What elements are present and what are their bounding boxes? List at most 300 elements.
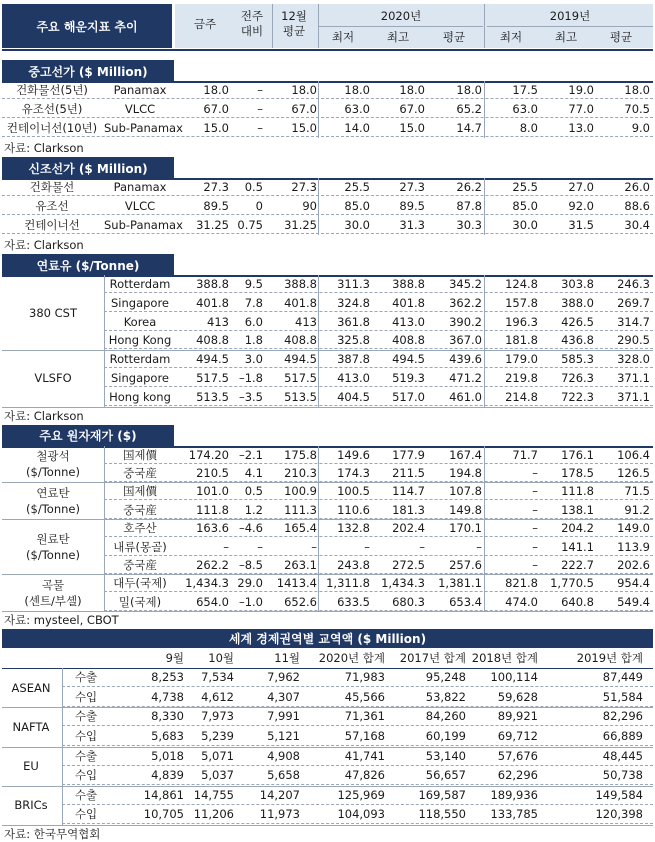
value-cell: 653.4: [449, 594, 482, 609]
value-cell: 408.8: [196, 333, 229, 348]
value-cell: 71.7: [512, 447, 538, 462]
value-cell: 7,962: [267, 670, 300, 685]
value-cell: 821.8: [505, 576, 538, 591]
value-cell: –2.1: [238, 447, 263, 462]
value-cell: 388.8: [284, 277, 317, 291]
value-cell: –: [223, 539, 229, 554]
value-cell: 1,770.5: [550, 576, 594, 591]
value-cell: 0.5: [244, 180, 263, 194]
column-divider: [484, 178, 485, 235]
value-cell: 18.0: [291, 83, 317, 97]
value-cell: 88.6: [624, 199, 650, 213]
section-title: 연료유 ($/Tonne): [2, 254, 174, 276]
value-cell: 210.5: [196, 466, 229, 480]
value-cell: 367.0: [449, 333, 482, 348]
value-cell: –: [532, 558, 538, 572]
group-label: NAFTA: [12, 719, 50, 734]
value-cell: 59,628: [497, 689, 538, 704]
value-cell: 63.0: [512, 102, 538, 116]
value-cell: 6.0: [244, 314, 263, 329]
row-sublabel: 수입: [74, 729, 98, 743]
column-divider: [318, 81, 319, 138]
value-cell: 45,566: [344, 689, 385, 704]
value-cell: 388.0: [561, 295, 594, 310]
value-cell: 91.2: [624, 502, 650, 517]
value-cell: 31.3: [399, 218, 425, 232]
row-sublabel: 国제價: [122, 484, 158, 499]
value-cell: 461.0: [449, 389, 482, 404]
row-sublabel: 国제價: [122, 447, 158, 462]
header-sub: 최고: [386, 30, 410, 44]
value-cell: 210.3: [284, 466, 317, 480]
header-year-2019: 2019년: [549, 9, 591, 23]
group-label: BRICs: [14, 798, 48, 813]
value-cell: 5,683: [151, 729, 184, 743]
header-year-rule: [319, 26, 483, 27]
value-cell: 204.2: [561, 521, 594, 536]
value-cell: 48,445: [602, 748, 643, 763]
value-cell: 8,253: [151, 670, 184, 685]
value-cell: 85.0: [344, 199, 370, 213]
value-cell: 14.0: [344, 121, 370, 135]
value-cell: 14,861: [143, 787, 184, 802]
value-cell: –: [532, 484, 538, 499]
section-title: 중고선가 ($ Million): [2, 60, 174, 82]
value-cell: 196.3: [505, 314, 538, 329]
value-cell: 25.5: [344, 180, 370, 194]
value-cell: –: [257, 102, 263, 116]
value-cell: 67.0: [399, 102, 425, 116]
value-cell: –: [532, 521, 538, 536]
value-cell: 189,936: [490, 787, 538, 802]
value-cell: 77.0: [568, 102, 594, 116]
value-cell: 175.8: [284, 447, 317, 462]
value-cell: 163.6: [196, 521, 229, 536]
value-cell: 85.0: [512, 199, 538, 213]
row-sublabel: 수출: [74, 670, 98, 685]
group-label: EU: [23, 759, 39, 774]
value-cell: 25.5: [512, 180, 538, 194]
value-cell: 0.5: [244, 484, 263, 499]
value-cell: 118,550: [418, 807, 466, 822]
value-cell: 11,973: [259, 807, 300, 822]
value-cell: 87.8: [456, 199, 482, 213]
value-cell: 92.0: [568, 199, 594, 213]
value-cell: 41,741: [344, 748, 385, 763]
value-cell: 640.8: [561, 594, 594, 609]
value-cell: 89.5: [203, 199, 229, 213]
value-cell: –3.5: [238, 389, 263, 404]
value-cell: 494.5: [284, 352, 317, 367]
value-cell: 101.0: [196, 484, 229, 499]
source-note: 자료: Clarkson: [4, 141, 84, 155]
value-cell: 104,093: [337, 807, 385, 822]
group-label: 연료탄 ($/Tonne): [26, 485, 80, 516]
value-cell: 202.6: [617, 558, 650, 572]
header-dec-avg: 12월 평균: [281, 9, 307, 38]
value-cell: –: [476, 539, 482, 554]
header-sub: 최저: [331, 30, 355, 44]
value-cell: 328.0: [617, 352, 650, 367]
row-sublabel: Panamax: [113, 83, 167, 97]
value-cell: 371.1: [617, 371, 650, 385]
row-sublabel: Singapore: [110, 295, 170, 310]
value-cell: 401.8: [284, 295, 317, 310]
value-cell: 14.7: [456, 121, 482, 135]
value-cell: 100.5: [337, 484, 370, 499]
value-cell: 18.0: [344, 83, 370, 97]
value-cell: 263.1: [284, 558, 317, 572]
value-cell: 517.5: [284, 371, 317, 385]
value-cell: 1,434.3: [185, 576, 229, 591]
value-cell: 31.25: [284, 218, 317, 232]
value-cell: 126.5: [617, 466, 650, 480]
value-cell: 179.0: [505, 352, 538, 367]
row-sublabel: 중국産: [123, 502, 157, 517]
value-cell: 517.5: [196, 371, 229, 385]
value-cell: –: [257, 539, 263, 554]
header-divider: [272, 4, 273, 48]
value-cell: 413: [207, 314, 229, 329]
value-cell: 362.2: [449, 295, 482, 310]
value-cell: 7,534: [201, 670, 234, 685]
column-divider: [62, 668, 63, 825]
row-sublabel: 내류(몽골): [113, 539, 167, 554]
value-cell: 18.0: [399, 83, 425, 97]
value-cell: 14,755: [193, 787, 234, 802]
value-cell: 111.8: [561, 484, 594, 499]
value-cell: 111.3: [284, 502, 317, 517]
value-cell: 15.0: [399, 121, 425, 135]
value-cell: 165.4: [284, 521, 317, 536]
value-cell: 4,839: [151, 768, 184, 783]
value-cell: 202.4: [392, 521, 425, 536]
value-cell: 408.8: [284, 333, 317, 348]
value-cell: 174.20: [188, 447, 229, 462]
value-cell: 408.8: [392, 333, 425, 348]
value-cell: –: [532, 502, 538, 517]
trade-header: 9월: [165, 651, 184, 666]
row-label: 컨테이너선: [24, 218, 80, 232]
source-note: 자료: 한국무역협회: [4, 827, 101, 841]
value-cell: 57,676: [497, 748, 538, 763]
value-cell: 87,449: [602, 670, 643, 685]
value-cell: 110.6: [337, 502, 370, 517]
value-cell: 178.5: [561, 466, 594, 480]
row-label: 유조선(5년): [21, 102, 83, 116]
value-cell: 219.8: [505, 371, 538, 385]
value-cell: 27.0: [568, 180, 594, 194]
value-cell: 4.1: [244, 466, 263, 480]
value-cell: 1.2: [244, 502, 263, 517]
value-cell: –: [532, 539, 538, 554]
header-year-2020: 2020년: [380, 9, 422, 23]
row-label: 유조선: [35, 199, 69, 213]
value-cell: –4.6: [238, 521, 263, 536]
value-cell: 70.5: [624, 102, 650, 116]
row-sublabel: Singapore: [110, 371, 170, 385]
value-cell: 26.2: [456, 180, 482, 194]
value-cell: 124.8: [505, 277, 538, 291]
value-cell: 1,434.3: [381, 576, 425, 591]
group-label: 원료탄 ($/Tonne): [26, 531, 80, 562]
value-cell: –: [419, 539, 425, 554]
value-cell: 585.3: [561, 352, 594, 367]
value-cell: 18.0: [456, 83, 482, 97]
value-cell: –: [364, 539, 370, 554]
column-divider: [318, 178, 319, 235]
value-cell: 89.5: [399, 199, 425, 213]
value-cell: 13.0: [568, 121, 594, 135]
value-cell: 157.8: [505, 295, 538, 310]
value-cell: 371.1: [617, 389, 650, 404]
trade-header: 2019년 합계: [576, 651, 643, 666]
row-sublabel: 수입: [74, 689, 98, 704]
value-cell: 27.3: [399, 180, 425, 194]
value-cell: 177.9: [392, 447, 425, 462]
row-sublabel: Hong Kong: [108, 333, 172, 348]
value-cell: 66,889: [602, 729, 643, 743]
value-cell: 62,296: [497, 768, 538, 783]
header-prev-week: 전주 대비: [240, 9, 264, 38]
section-title: 주요 원자재가 ($): [2, 425, 174, 447]
value-cell: 51,584: [602, 689, 643, 704]
value-cell: 9.0: [631, 121, 650, 135]
value-cell: 246.3: [617, 277, 650, 291]
value-cell: 262.2: [196, 558, 229, 572]
value-cell: 290.5: [617, 333, 650, 348]
value-cell: 181.3: [392, 502, 425, 517]
value-cell: 345.2: [449, 277, 482, 291]
group-label: 곡물 (센트/부셸): [24, 577, 82, 608]
value-cell: 7,991: [267, 709, 300, 724]
value-cell: 680.3: [392, 594, 425, 609]
row-sublabel: 중국産: [123, 558, 157, 572]
column-divider: [104, 446, 105, 612]
value-cell: 5,018: [151, 748, 184, 763]
value-cell: 214.8: [505, 389, 538, 404]
value-cell: 106.4: [617, 447, 650, 462]
value-cell: 5,037: [201, 768, 234, 783]
group-rule: [2, 407, 653, 408]
row-sublabel: 중국産: [123, 466, 157, 480]
value-cell: 174.3: [337, 466, 370, 480]
trade-header: 10월: [208, 651, 234, 666]
value-cell: 27.3: [291, 180, 317, 194]
value-cell: 90: [302, 199, 317, 213]
value-cell: 56,657: [425, 768, 466, 783]
header-sub: 최고: [554, 30, 578, 44]
value-cell: 303.8: [561, 277, 594, 291]
value-cell: 314.7: [617, 314, 650, 329]
row-sublabel: VLCC: [124, 102, 156, 116]
value-cell: 149.0: [617, 521, 650, 536]
value-cell: –1.0: [238, 594, 263, 609]
section-title: 신조선가 ($ Million): [2, 157, 174, 179]
trade-header: 2017년 합계: [399, 651, 466, 666]
value-cell: 1,311.8: [326, 576, 370, 591]
header-sub: 최저: [499, 30, 523, 44]
value-cell: 95,248: [425, 670, 466, 685]
value-cell: 361.8: [337, 314, 370, 329]
value-cell: 5,071: [201, 748, 234, 763]
value-cell: 471.2: [449, 371, 482, 385]
value-cell: 132.8: [337, 521, 370, 536]
value-cell: 4,908: [267, 748, 300, 763]
value-cell: 30.3: [456, 218, 482, 232]
value-cell: 4,612: [201, 689, 234, 704]
value-cell: 5,121: [267, 729, 300, 743]
header-title: 주요 해운지표 추이: [2, 4, 172, 48]
value-cell: 517.0: [392, 389, 425, 404]
value-cell: –: [532, 466, 538, 480]
value-cell: 11,206: [193, 807, 234, 822]
value-cell: 388.8: [392, 277, 425, 291]
value-cell: 133,785: [490, 807, 538, 822]
value-cell: 57,168: [344, 729, 385, 743]
value-cell: 53,822: [425, 689, 466, 704]
value-cell: 1413.4: [276, 576, 317, 591]
row-sublabel: 대두(국제): [113, 576, 167, 591]
value-cell: 84,260: [425, 709, 466, 724]
section-title: 세계 경제권역별 교역액 ($ Million): [2, 629, 653, 648]
value-cell: 67.0: [291, 102, 317, 116]
value-cell: 633.5: [337, 594, 370, 609]
row-sublabel: 밀(국제): [118, 594, 162, 609]
value-cell: 60,199: [425, 729, 466, 743]
value-cell: 722.3: [561, 389, 594, 404]
value-cell: 71,361: [344, 709, 385, 724]
value-cell: 654.0: [196, 594, 229, 609]
trade-header: 2020년 합계: [318, 651, 385, 666]
row-label: 건화물선(5년): [16, 83, 88, 97]
value-cell: –: [257, 121, 263, 135]
column-divider: [318, 275, 319, 407]
value-cell: 19.0: [568, 83, 594, 97]
value-cell: 31.5: [568, 218, 594, 232]
row-sublabel: 수출: [74, 787, 98, 802]
source-note: 자료: mysteel, CBOT: [4, 613, 119, 628]
header-sub: 평균: [609, 30, 633, 44]
value-cell: 100.9: [284, 484, 317, 499]
value-cell: 3.0: [244, 352, 263, 367]
value-cell: 324.8: [337, 295, 370, 310]
row-sublabel: 수출: [74, 748, 98, 763]
value-cell: 169,587: [418, 787, 466, 802]
value-cell: 211.5: [392, 466, 425, 480]
value-cell: 176.1: [561, 447, 594, 462]
value-cell: 67.0: [203, 102, 229, 116]
row-sublabel: Korea: [123, 314, 157, 329]
value-cell: 27.3: [203, 180, 229, 194]
value-cell: 494.5: [196, 352, 229, 367]
group-label: ASEAN: [11, 680, 51, 695]
value-cell: 29.0: [237, 576, 263, 591]
row-sublabel: VLCC: [124, 199, 156, 213]
value-cell: –: [257, 83, 263, 97]
row-sublabel: Rotterdam: [109, 352, 171, 367]
value-cell: 387.8: [337, 352, 370, 367]
value-cell: 120,398: [595, 807, 643, 822]
source-note: 자료: Clarkson: [4, 408, 84, 423]
value-cell: 114.7: [392, 484, 425, 499]
value-cell: 31.25: [196, 218, 229, 232]
header-divider: [484, 4, 485, 48]
value-cell: 26.0: [624, 180, 650, 194]
value-cell: 513.5: [284, 389, 317, 404]
value-cell: 0.75: [237, 218, 263, 232]
value-cell: 149.6: [337, 447, 370, 462]
value-cell: 1.8: [244, 333, 263, 348]
row-sublabel: 수출: [74, 709, 98, 724]
value-cell: 1,381.1: [438, 576, 482, 591]
value-cell: 413: [295, 314, 317, 329]
row-sublabel: 수입: [74, 807, 98, 822]
value-cell: 0: [255, 199, 263, 213]
header-year-rule: [487, 26, 653, 27]
value-cell: 5,239: [201, 729, 234, 743]
value-cell: 426.5: [561, 314, 594, 329]
value-cell: 69,712: [497, 729, 538, 743]
value-cell: 53,140: [425, 748, 466, 763]
value-cell: 17.5: [512, 83, 538, 97]
value-cell: –8.5: [238, 558, 263, 572]
value-cell: 513.5: [196, 389, 229, 404]
value-cell: 8.0: [519, 121, 538, 135]
value-cell: 413.0: [337, 371, 370, 385]
value-cell: 100,114: [490, 670, 538, 685]
value-cell: 325.8: [337, 333, 370, 348]
value-cell: –: [311, 539, 317, 554]
group-label: 380 CST: [29, 305, 77, 320]
value-cell: 401.8: [196, 295, 229, 310]
trade-header: 2018년 합계: [471, 651, 538, 666]
value-cell: 149.8: [449, 502, 482, 517]
value-cell: 170.1: [449, 521, 482, 536]
trade-header: 11월: [274, 651, 300, 666]
row-sublabel: Panamax: [113, 180, 167, 194]
value-cell: 519.3: [392, 371, 425, 385]
row-sublabel: 호주산: [123, 521, 157, 536]
row-sublabel: Sub-Panamax: [104, 121, 183, 135]
value-cell: 549.4: [617, 594, 650, 609]
value-cell: 18.0: [203, 83, 229, 97]
value-cell: 272.5: [392, 558, 425, 572]
column-divider: [484, 275, 485, 407]
group-label: VLSFO: [34, 371, 72, 386]
value-cell: 4,738: [151, 689, 184, 704]
value-cell: 167.4: [449, 447, 482, 462]
value-cell: 222.7: [561, 558, 594, 572]
value-cell: 404.5: [337, 389, 370, 404]
value-cell: 107.8: [449, 484, 482, 499]
header-week: 금주: [193, 17, 217, 31]
value-cell: 726.3: [561, 371, 594, 385]
value-cell: 10,705: [143, 807, 184, 822]
value-cell: 47,826: [344, 768, 385, 783]
column-divider: [104, 275, 105, 407]
value-cell: 4,307: [267, 689, 300, 704]
value-cell: 111.8: [196, 502, 229, 517]
header-divider: [318, 4, 319, 48]
value-cell: 8,330: [151, 709, 184, 724]
value-cell: 18.0: [624, 83, 650, 97]
group-label: 철광석 ($/Tonne): [26, 448, 80, 479]
value-cell: 141.1: [561, 539, 594, 554]
value-cell: 388.8: [196, 277, 229, 291]
value-cell: 7,973: [201, 709, 234, 724]
value-cell: 7.8: [244, 295, 263, 310]
